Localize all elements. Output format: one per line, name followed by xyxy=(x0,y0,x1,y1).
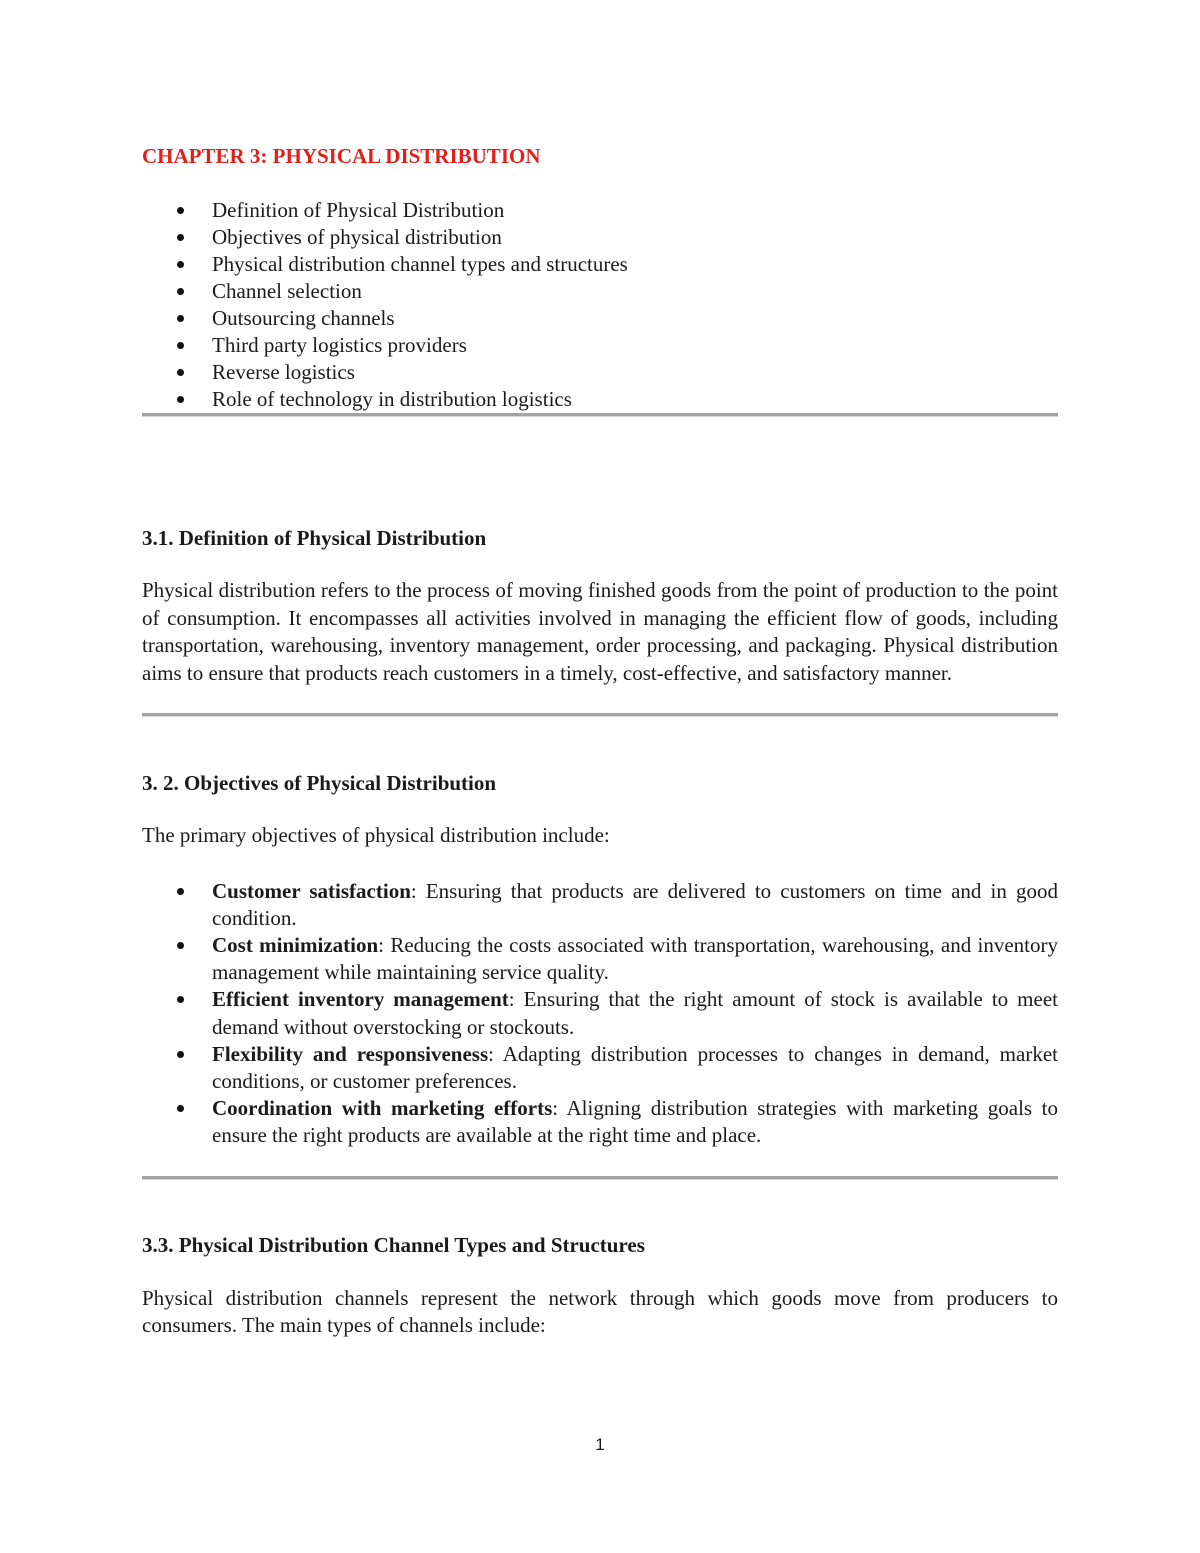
objective-term: Customer satisfaction xyxy=(212,878,411,903)
outline-item: Role of technology in distribution logistics xyxy=(142,386,1058,413)
objective-term: Flexibility and responsiveness xyxy=(212,1041,489,1066)
horizontal-rule xyxy=(142,1176,1058,1180)
objective-desc: : Aligning distribution strategies with marketing goals to ensure the right products are available at the right time and place. xyxy=(212,1096,1058,1148)
objective-desc: : Adapting distribution processes to changes in demand, market conditions, or customer preferences. xyxy=(212,1041,1058,1093)
section-paragraph: Physical distribution channels represent the network through which goods move from producers to consumers. The main types of channels include: xyxy=(142,1285,1058,1338)
list-item xyxy=(142,932,1058,986)
outline-item: Definition of Physical Distribution xyxy=(142,197,1058,224)
section-paragraph: The primary objectives of physical distribution include: xyxy=(142,823,610,847)
outline-item: Reverse logistics xyxy=(142,359,1058,386)
chapter-outline xyxy=(142,197,1058,413)
objective-term: Cost minimization xyxy=(212,932,379,957)
chapter-title: CHAPTER 3: PHYSICAL DISTRIBUTION xyxy=(142,144,541,168)
objectives-list xyxy=(142,878,1058,1150)
section-heading: 3.3. Physical Distribution Channel Types and Structures xyxy=(142,1232,645,1257)
page-content xyxy=(142,141,1058,1340)
section-paragraph: Physical distribution refers to the process of moving finished goods from the point of production to the point of consumption. It encompasses all activities involved in managing the efficient flow of goods, including transportation, warehousing, inventory management, order processing, and packaging. Physical distribution aims to ensure that products reach customers in a timely, cost-effective, and satisfactory manner. xyxy=(142,578,1058,685)
horizontal-rule xyxy=(142,413,1058,417)
outline-item: Channel selection xyxy=(142,278,1058,305)
outline-item: Physical distribution channel types and structures xyxy=(142,251,1058,278)
horizontal-rule xyxy=(142,713,1058,717)
outline-item: Third party logistics providers xyxy=(142,332,1058,359)
list-item xyxy=(142,878,1058,932)
list-item xyxy=(142,1041,1058,1095)
section-heading: 3.1. Definition of Physical Distribution xyxy=(142,526,487,550)
objective-desc: : Ensuring that products are delivered to customers on time and in good condition. xyxy=(212,878,1058,930)
objective-desc: : Ensuring that the right amount of stock is available to meet demand without overstocking or stockouts. xyxy=(212,987,1058,1039)
list-item xyxy=(142,986,1058,1040)
objective-term: Coordination with marketing efforts xyxy=(212,1096,553,1121)
list-item xyxy=(142,1095,1058,1149)
outline-item: Outsourcing channels xyxy=(142,305,1058,332)
page-number: 1 xyxy=(595,1435,605,1454)
objective-term: Efficient inventory management xyxy=(212,987,509,1012)
section-heading: 3. 2. Objectives of Physical Distribution xyxy=(142,771,497,795)
objective-desc: : Reducing the costs associated with transportation, warehousing, and inventory management while maintaining service quality. xyxy=(212,932,1059,985)
outline-item: Objectives of physical distribution xyxy=(142,224,1058,251)
